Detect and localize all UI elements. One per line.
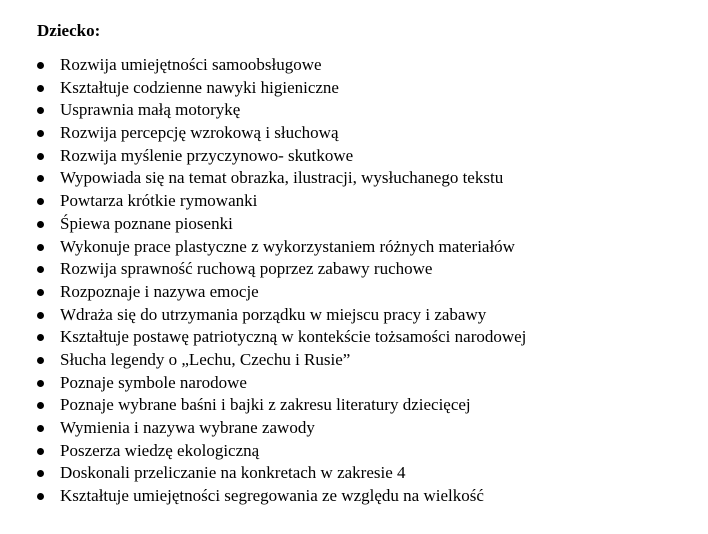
bullet-icon [37, 357, 44, 364]
section-heading: Dziecko: [37, 21, 101, 40]
list-item [0, 54, 708, 77]
list-item-text: Rozwija sprawność ruchową poprzez zabawy ruchowe [60, 259, 433, 279]
list-item [0, 462, 708, 485]
list-item-text: Poznaje symbole narodowe [60, 372, 247, 392]
list-item [0, 326, 708, 349]
list-item-text: Kształtuje codzienne nawyki higieniczne [60, 77, 339, 97]
bullet-icon [37, 312, 44, 319]
bullet-list [0, 54, 708, 508]
bullet-icon [37, 62, 44, 69]
bullet-icon [37, 470, 44, 477]
bullet-icon [37, 380, 44, 387]
bullet-icon [37, 175, 44, 182]
bullet-icon [37, 130, 44, 137]
list-item [0, 281, 708, 304]
list-item-text: Wypowiada się na temat obrazka, ilustracji, wysłuchanego tekstu [60, 168, 504, 188]
list-item-text: Usprawnia małą motorykę [60, 100, 241, 120]
list-item [0, 213, 708, 236]
list-item-text: Śpiewa poznane piosenki [60, 213, 233, 233]
list-item [0, 99, 708, 122]
list-item-text: Wdraża się do utrzymania porządku w miejscu pracy i zabawy [60, 304, 487, 324]
bullet-icon [37, 334, 44, 341]
list-item-text: Rozwija myślenie przyczynowo- skutkowe [60, 145, 354, 165]
list-item [0, 372, 708, 395]
list-item-text: Poznaje wybrane baśni i bajki z zakresu literatury dziecięcej [60, 395, 471, 415]
list-item-text: Rozpoznaje i nazywa emocje [60, 281, 259, 301]
bullet-icon [37, 289, 44, 296]
list-item [0, 394, 708, 417]
list-item-text: Kształtuje umiejętności segregowania ze względu na wielkość [60, 486, 484, 506]
bullet-icon [37, 425, 44, 432]
list-item-text: Wykonuje prace plastyczne z wykorzystaniem różnych materiałów [60, 236, 515, 256]
bullet-icon [37, 266, 44, 273]
list-item [0, 417, 708, 440]
list-item [0, 258, 708, 281]
list-item-text: Powtarza krótkie rymowanki [60, 191, 258, 211]
bullet-icon [37, 493, 44, 500]
list-item [0, 167, 708, 190]
list-item [0, 145, 708, 168]
bullet-icon [37, 107, 44, 114]
list-item [0, 304, 708, 327]
list-item [0, 440, 708, 463]
bullet-icon [37, 85, 44, 92]
list-item [0, 122, 708, 145]
bullet-icon [37, 198, 44, 205]
bullet-icon [37, 448, 44, 455]
list-item-text: Poszerza wiedzę ekologiczną [60, 440, 260, 460]
bullet-icon [37, 221, 44, 228]
list-item [0, 349, 708, 372]
list-item-text: Kształtuje postawę patriotyczną w kontekście tożsamości narodowej [60, 327, 527, 347]
list-item [0, 77, 708, 100]
list-item [0, 190, 708, 213]
list-item-text: Wymienia i nazywa wybrane zawody [60, 418, 315, 437]
list-item-text: Słucha legendy o „Lechu, Czechu i Rusie” [60, 349, 351, 369]
list-item [0, 236, 708, 259]
bullet-icon [37, 244, 44, 251]
bullet-icon [37, 153, 44, 160]
list-item [0, 485, 708, 508]
list-item-text: Rozwija percepcję wzrokową i słuchową [60, 123, 339, 143]
bullet-icon [37, 402, 44, 409]
list-item-text: Doskonali przeliczanie na konkretach w zakresie 4 [60, 463, 406, 483]
list-item-text: Rozwija umiejętności samoobsługowe [60, 55, 322, 74]
